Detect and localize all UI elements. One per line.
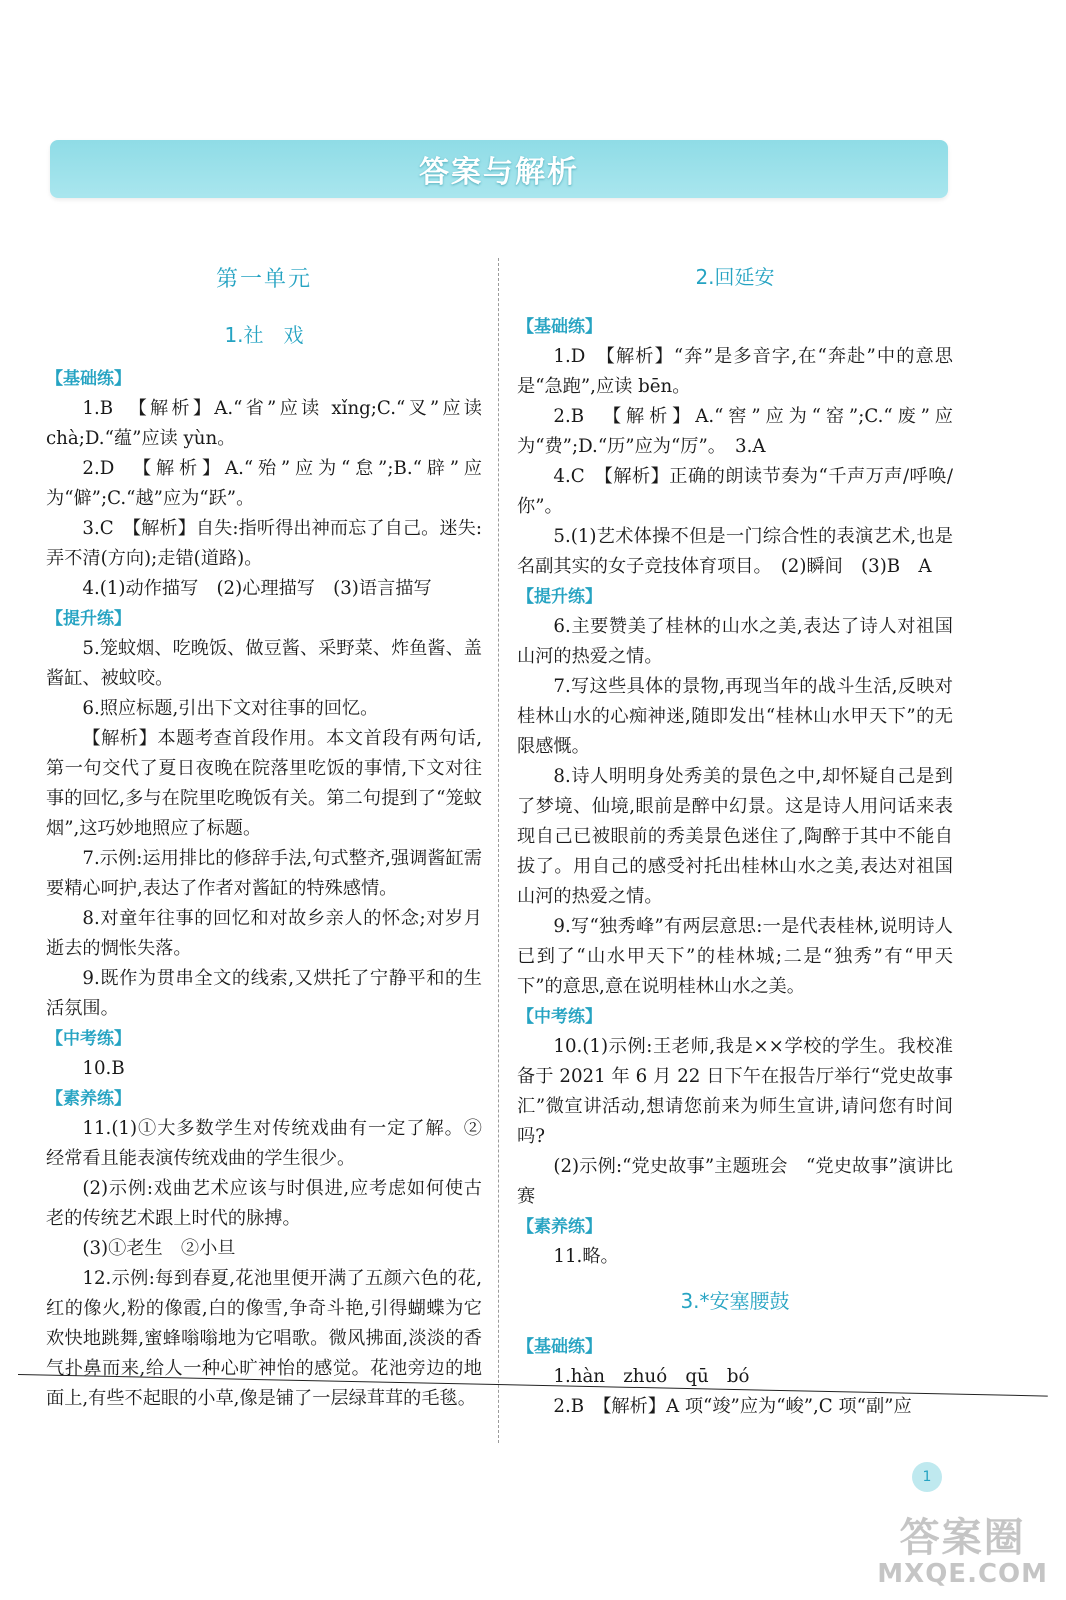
answer-item: 9.既作为贯串全文的线索,又烘托了宁静平和的生活氛围。 [46,968,482,1019]
column-divider [498,258,499,1443]
answer-item: 7.示例:运用排比的修辞手法,句式整齐,强调酱缸需要精心呵护,表达了作者对酱缸的特殊感情。 [46,848,482,899]
page-number: 1 [912,1462,942,1492]
answer-explanation: 【解析】本题考查首段作用。本文首段有两句话,第一句交代了夏日夜晚在院落里吃饭的事情,下文对往事的回忆,多与在院里吃晚饭有关。第二句提到了“笼蚊烟”,这巧妙地照应了标题。 [46,728,482,839]
section-label: 【基础练】 [46,369,131,389]
answer-item: 1.D 【解析】“奔”是多音字,在“奔赴”中的意思是“急跑”,应读 bēn。 [517,346,953,397]
section-label: 【中考练】 [517,1007,602,1027]
lesson-title: 1.社 戏 [224,323,304,347]
unit-title: 第一单元 [215,267,312,292]
lesson-title: 3.*安塞腰鼓 [680,1289,790,1313]
left-column [46,258,482,1414]
section-label: 【提升练】 [46,609,131,629]
answer-item: 6.照应标题,引出下文对往事的回忆。 [82,698,379,719]
section-label: 【基础练】 [517,1337,602,1357]
answer-item: 9.写“独秀峰”有两层意思:一是代表桂林,说明诗人已到了“山水甲天下”的桂林城;二是“独秀”有“甲天下”的意思,意在说明桂林山水之美。 [517,916,953,997]
answer-item: 10.(1)示例:王老师,我是××学校的学生。我校准备于 2021 年 6 月 22 日下午在报告厅举行“党史故事汇”微宣讲活动,想请您前来为师生宣讲,请问您有时间吗? [517,1036,953,1147]
answer-item: 1.B 【解析】A.“省”应读 xǐng;C.“叉”应读 chà;D.“蕴”应读 yùn。 [46,398,482,449]
answer-item: 11.(1)①大多数学生对传统戏曲有一定了解。②经常看且能表演传统戏曲的学生很少。 [46,1118,482,1169]
answer-item: (2)示例:“党史故事”主题班会 “党史故事”演讲比赛 [517,1156,953,1207]
answer-item: 6.主要赞美了桂林的山水之美,表达了诗人对祖国山河的热爱之情。 [517,616,953,667]
answer-item: 4.C 【解析】正确的朗读节奏为“千声万声/呼唤/你”。 [517,466,953,517]
answer-item: 5.笼蚊烟、吃晚饭、做豆酱、采野菜、炸鱼酱、盖酱缸、被蚊咬。 [46,638,482,689]
section-label: 【素养练】 [46,1089,131,1109]
answer-item: (2)示例:戏曲艺术应该与时俱进,应考虑如何使古老的传统艺术跟上时代的脉搏。 [46,1178,482,1229]
answer-item: 2.B 【解析】A 项“竣”应为“峻”,C 项“副”应 [553,1396,912,1417]
answer-item: 1.hàn zhuó qū bó [553,1366,750,1387]
answer-item: 10.B [82,1058,125,1079]
answer-item: 4.(1)动作描写 (2)心理描写 (3)语言描写 [82,578,432,599]
answer-item: 8.对童年往事的回忆和对故乡亲人的怀念;对岁月逝去的惆怅失落。 [46,908,482,959]
answer-item: 5.(1)艺术体操不但是一门综合性的表演艺术,也是名副其实的女子竞技体育项目。 (2)瞬间 (3)B A [517,526,953,577]
answer-banner [50,140,948,198]
section-label: 【基础练】 [517,317,602,337]
watermark-url: MXQE.COM [877,1559,1048,1589]
page-title: 答案与解析 [419,155,579,190]
answer-item: 7.写这些具体的景物,再现当年的战斗生活,反映对桂林山水的心痴神迷,随即发出“桂林山水甲天下”的无限感慨。 [517,676,953,757]
answer-item: 2.D 【解析】A.“殆”应为“怠”;B.“辟”应为“僻”;C.“越”应为“跃”。 [46,458,482,509]
section-label: 【提升练】 [517,587,602,607]
watermark [877,1516,1048,1588]
answer-item: 2.B 【解析】A.“窖”应为“窑”;C.“废”应为“费”;D.“历”应为“厉”。 3.A [517,406,953,457]
right-column [517,258,953,1422]
section-label: 【素养练】 [517,1217,602,1237]
answer-item: (3)①老生 ②小旦 [82,1238,236,1259]
lesson-title: 2.回延安 [695,265,775,289]
section-label: 【中考练】 [46,1029,131,1049]
answer-item: 3.C 【解析】自失:指听得出神而忘了自己。迷失:弄不清(方向);走错(道路)。 [46,518,482,569]
answer-item: 8.诗人明明身处秀美的景色之中,却怀疑自己是到了梦境、仙境,眼前是醉中幻景。这是诗人用问话来表现自己已被眼前的秀美景色迷住了,陶醉于其中不能自拔了。用自己的感受衬托出桂林山水之美,表达对祖国山河的热爱之情。 [517,766,953,907]
answer-item: 11.略。 [553,1246,619,1267]
watermark-logo: 答案圈 [899,1515,1026,1561]
answer-item: 12.示例:每到春夏,花池里便开满了五颜六色的花,红的像火,粉的像霞,白的像雪,争奇斗艳,引得蝴蝶为它欢快地跳舞,蜜蜂嗡嗡地为它唱歌。微风拂面,淡淡的香气扑鼻而来,给人一种心旷神怡的感觉。花池旁边的地面上,有些不起眼的小草,像是铺了一层绿茸茸的毛毯。 [46,1268,482,1409]
